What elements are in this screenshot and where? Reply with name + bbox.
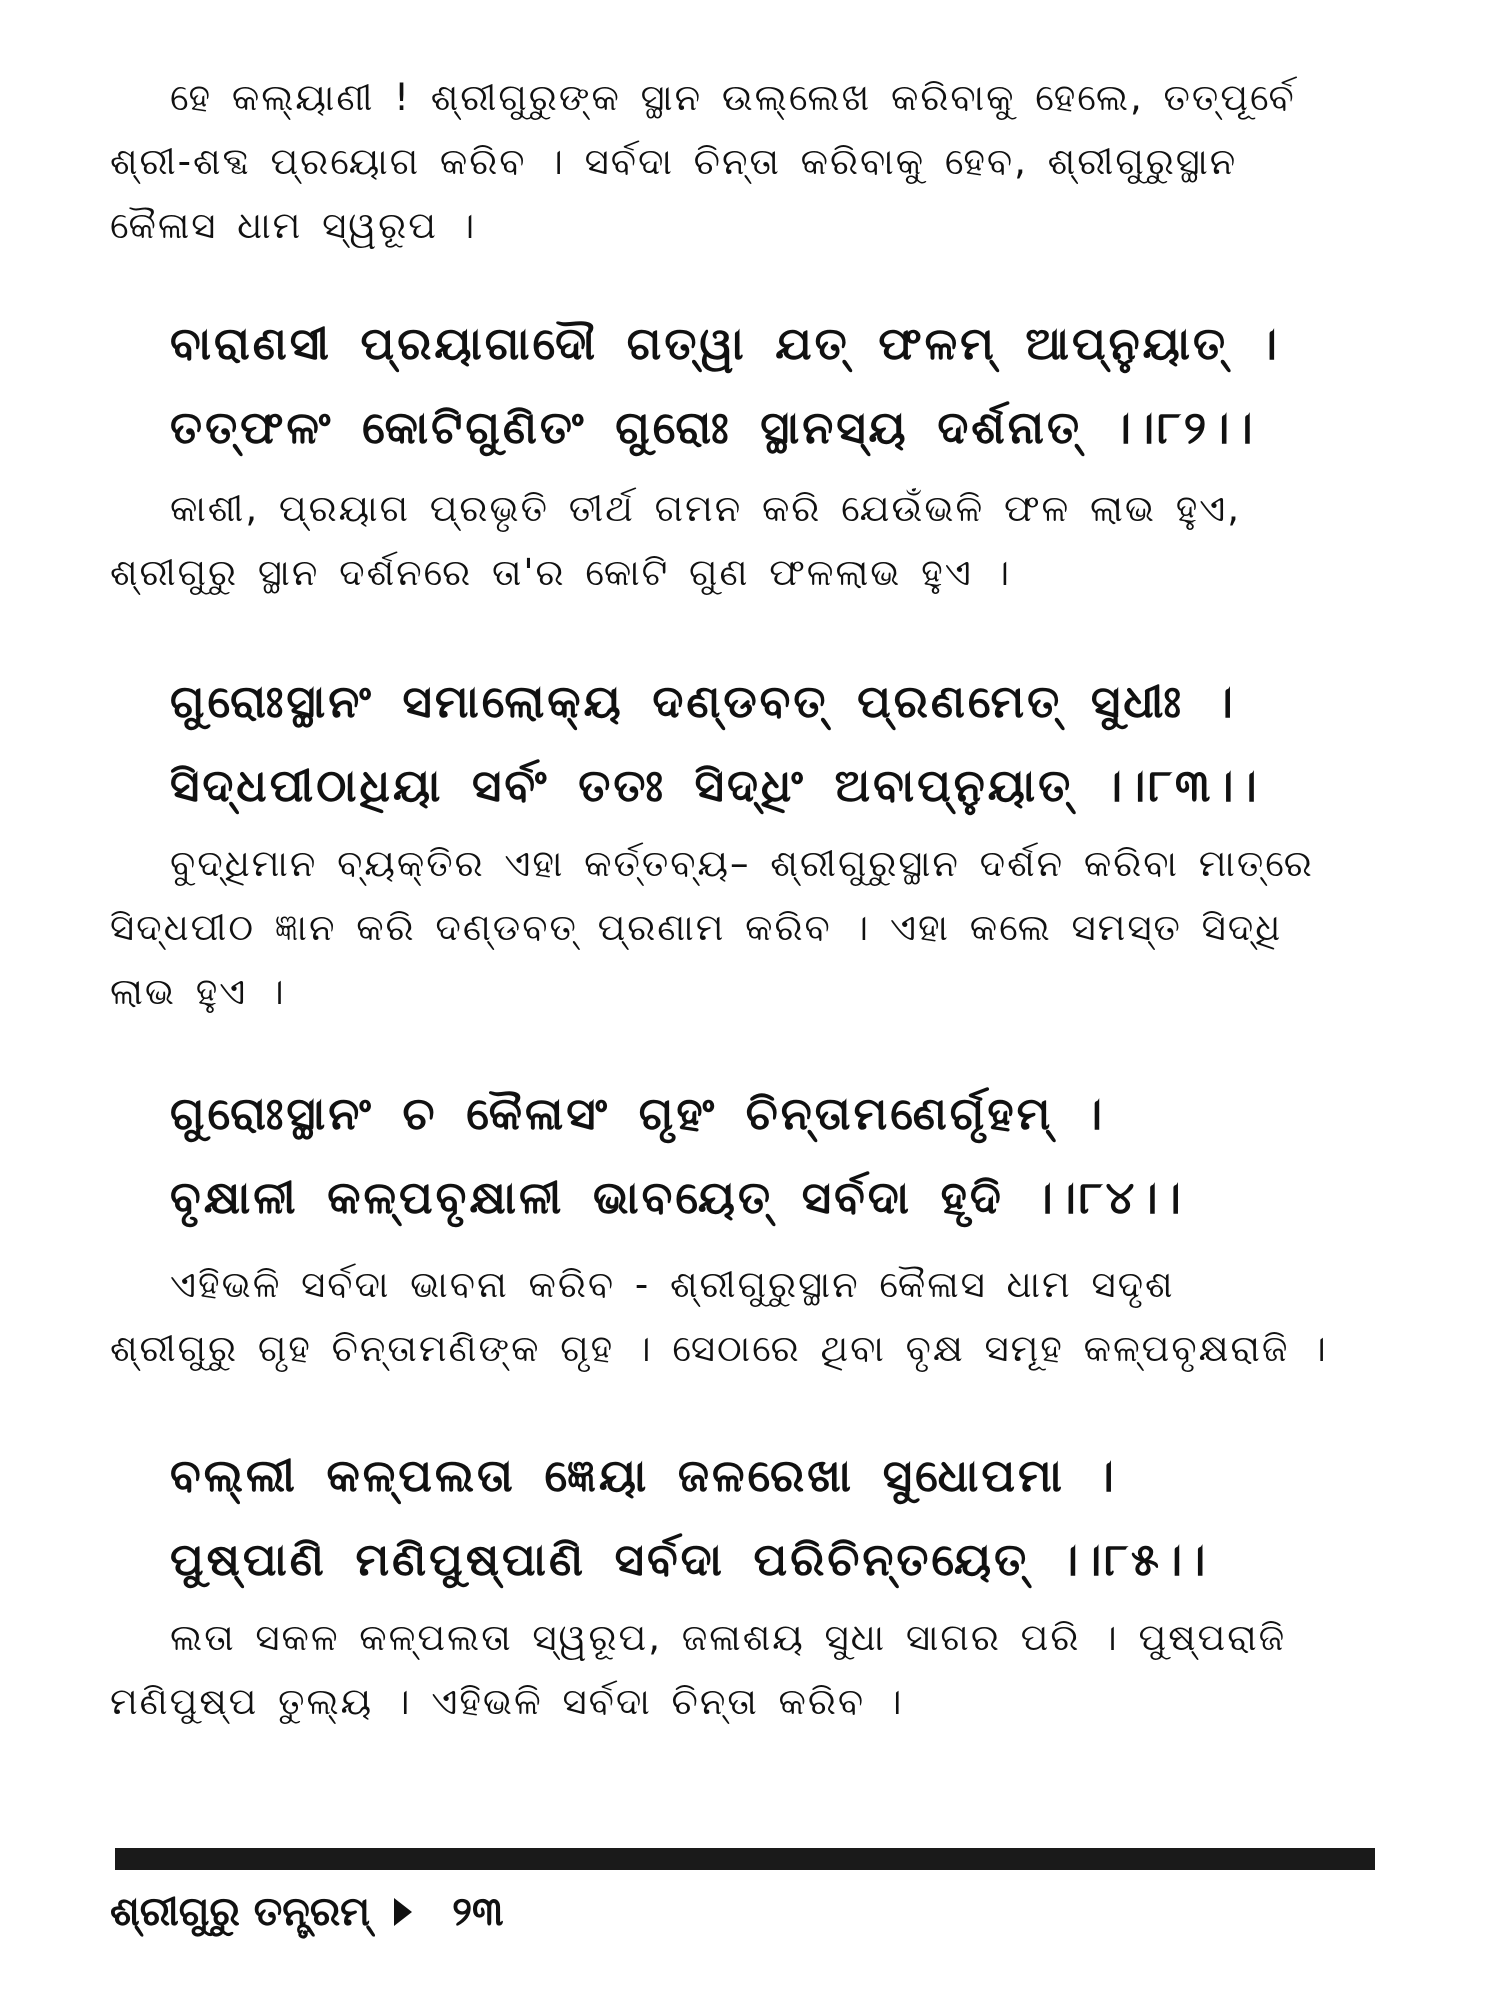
text-line: ଶ୍ରୀଗୁରୁ ସ୍ଥାନ ଦର୍ଶନରେ ତା'ର କୋଟି ଗୁଣ ଫଳଲାଭ ହୁଏ ।: [110, 551, 1012, 594]
sanskrit-verse: [170, 302, 1320, 470]
sanskrit-verse: [170, 660, 1320, 828]
verse-line: ଗୁରୋଃସ୍ଥାନଂ ଚ କୈଳାସଂ ଗୃହଂ ଚିନ୍ତାମଣେର୍ଗୃହମ୍ ।: [170, 1087, 1106, 1140]
book-title: ଶ୍ରୀଗୁରୁ ତନ୍ତ୍ରମ୍: [110, 1889, 371, 1935]
footer-rule: [115, 1848, 1375, 1870]
text-line: କାଶୀ, ପ୍ରୟାଗ ପ୍ରଭୃତି ତୀର୍ଥ ଗମନ କରି ଯେଉଁଭଳି ଫଳ ଲାଭ ହୁଏ,: [170, 487, 1242, 530]
text-line: କୈଳାସ ଧାମ ସ୍ୱରୂପ ।: [110, 204, 477, 247]
triangle-right-icon: [394, 1898, 412, 1926]
sanskrit-verse: [170, 1434, 1320, 1602]
page-footer: [110, 1882, 503, 1942]
text-line: ଲାଭ ହୁଏ ।: [110, 970, 286, 1013]
page-number: ୨୩: [452, 1889, 504, 1935]
verse-line: ତତ୍‌ଫଳଂ କୋଟିଗୁଣିତଂ ଗୁରୋଃ ସ୍ଥାନସ୍ୟ ଦର୍ଶନାତ୍ ।।୮୨।।: [170, 401, 1256, 454]
text-line: ଏହିଭଳି ସର୍ବଦା ଭାବନା କରିବ - ଶ୍ରୀଗୁରୁସ୍ଥାନ କୈଳାସ ଧାମ ସଦୃଶ: [170, 1263, 1175, 1306]
explanation-paragraph: [110, 477, 1380, 605]
explanation-paragraph: [110, 1606, 1380, 1734]
explanation-paragraph: [110, 1253, 1380, 1381]
verse-line: ସିଦ୍ଧପୀଠାଧିୟା ସର୍ବଂ ତତଃ ସିଦ୍ଧିଂ ଅବାପ୍ନୁୟାତ୍ ।।୮୩।।: [170, 759, 1260, 812]
explanation-paragraph: [110, 832, 1380, 1024]
text-line: ମଣିପୁଷ୍ପ ତୁଲ୍ୟ । ଏହିଭଳି ସର୍ବଦା ଚିନ୍ତା କରିବ ।: [110, 1680, 904, 1723]
verse-line: ବାରାଣସୀ ପ୍ରୟାଗାଦୌ ଗତ୍ୱା ଯତ୍ ଫଳମ୍ ଆପ୍ନୁୟାତ୍ ।: [170, 317, 1281, 370]
sanskrit-verse: [170, 1072, 1320, 1240]
text-line: ହେ କଲ୍ୟାଣୀ ! ଶ୍ରୀଗୁରୁଙ୍କ ସ୍ଥାନ ଉଲ୍ଲେଖ କରିବାକୁ ହେଲେ, ତତ୍‌ପୂର୍ବେ: [170, 76, 1296, 119]
text-line: ଶ୍ରୀଗୁରୁ ଗୃହ ଚିନ୍ତାମଣିଙ୍କ ଗୃହ । ସେଠାରେ ଥିବା ବୃକ୍ଷ ସମୂହ କଳ୍ପବୃକ୍ଷରାଜି ।: [110, 1327, 1328, 1370]
text-line: ଲତା ସକଳ କଳ୍ପଲତା ସ୍ୱରୂପ, ଜଳାଶୟ ସୁଧା ସାଗର ପରି । ପୁଷ୍ପରାଜି: [170, 1616, 1287, 1659]
text-line: ସିଦ୍ଧପୀଠ ଜ୍ଞାନ କରି ଦଣ୍ଡବତ୍ ପ୍ରଣାମ କରିବ । ଏହା କଲେ ସମସ୍ତ ସିଦ୍ଧି: [110, 906, 1283, 949]
verse-line: ପୁଷ୍ପାଣି ମଣିପୁଷ୍ପାଣି ସର୍ବଦା ପରିଚିନ୍ତୟେତ୍ ।।୮୫।।: [170, 1533, 1209, 1586]
verse-line: ବଲ୍ଲୀ କଳ୍ପଲତା ଜ୍ଞେୟା ଜଳରେଖା ସୁଧୋପମା ।: [170, 1449, 1117, 1502]
explanation-paragraph: [110, 66, 1380, 258]
verse-line: ବୃକ୍ଷାଳୀ କଳ୍ପବୃକ୍ଷାଳୀ ଭାବୟେତ୍ ସର୍ବଦା ହୃଦି ।।୮୪।।: [170, 1171, 1184, 1224]
text-line: ବୁଦ୍ଧିମାନ ବ୍ୟକ୍ତିର ଏହା କର୍ତ୍ତବ୍ୟ– ଶ୍ରୀଗୁରୁସ୍ଥାନ ଦର୍ଶନ କରିବା ମାତ୍ରେ: [170, 842, 1314, 885]
text-line: ଶ୍ରୀ-ଶବ୍ଦ ପ୍ରୟୋଗ କରିବ । ସର୍ବଦା ଚିନ୍ତା କରିବାକୁ ହେବ, ଶ୍ରୀଗୁରୁସ୍ଥାନ: [110, 140, 1238, 183]
verse-line: ଗୁରୋଃସ୍ଥାନଂ ସମାଲୋକ୍ୟ ଦଣ୍ଡବତ୍ ପ୍ରଣମେତ୍ ସୁଧୀଃ ।: [170, 675, 1236, 728]
